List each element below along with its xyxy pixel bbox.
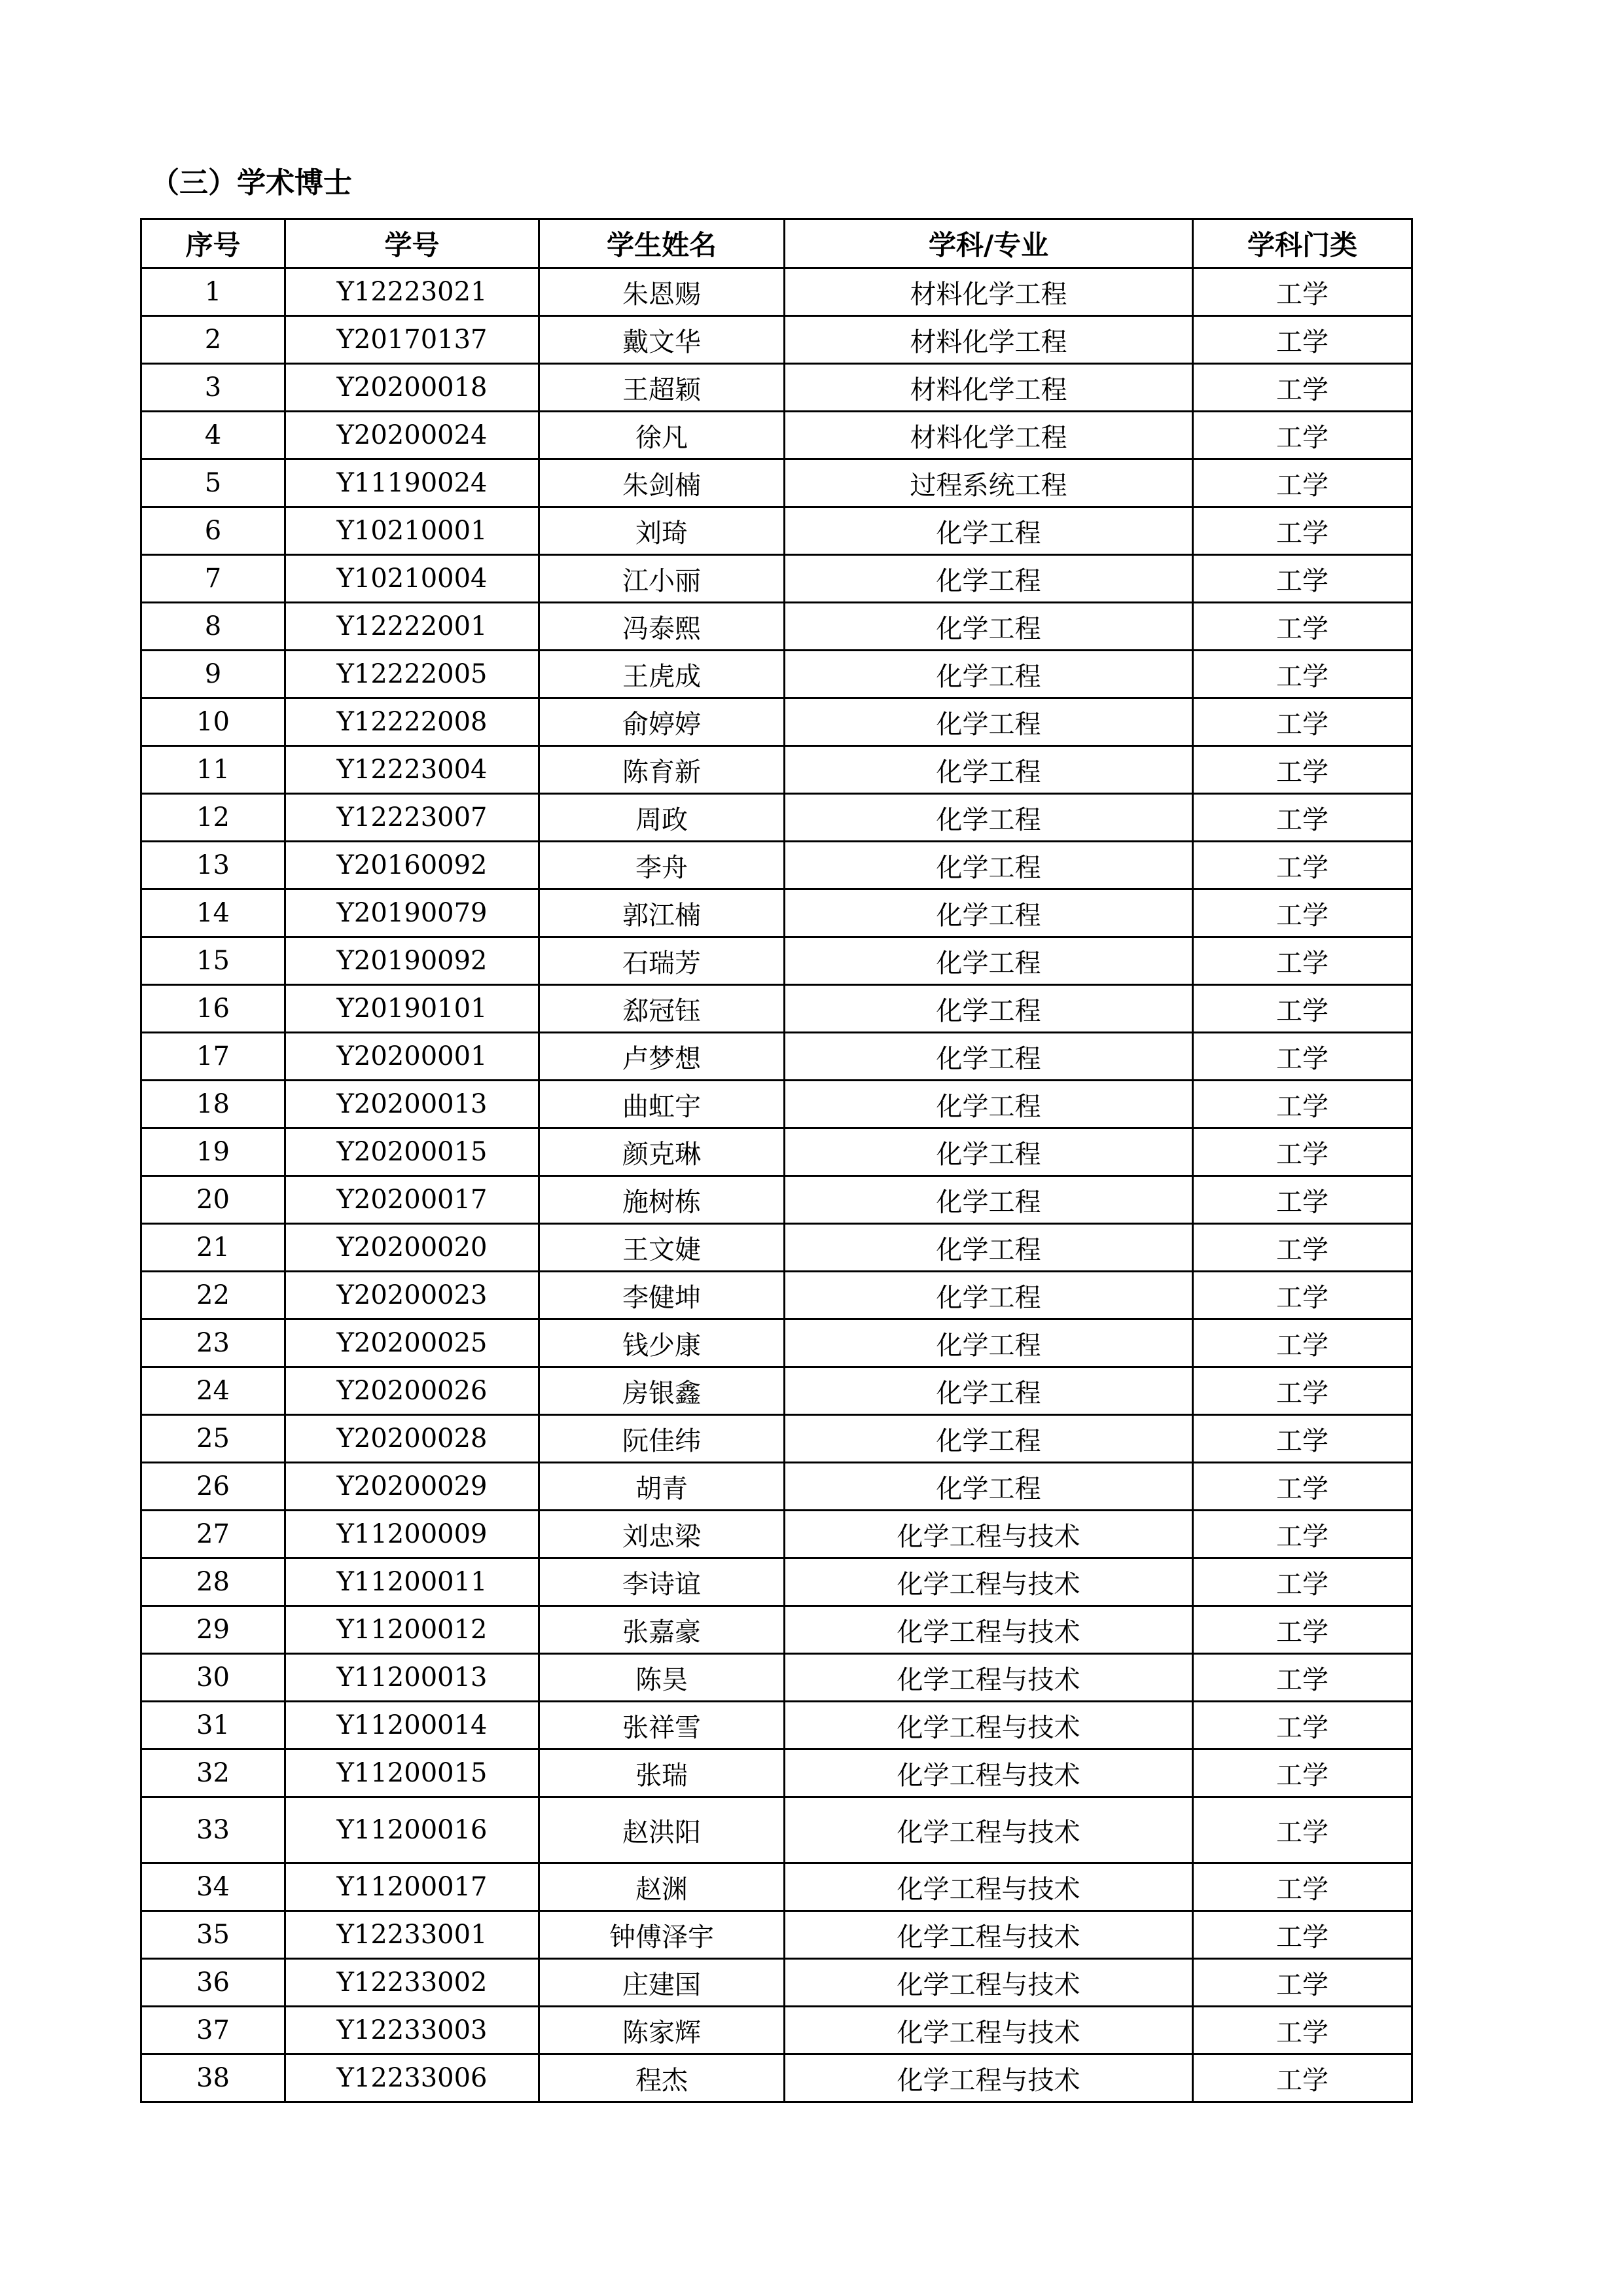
cell-index: 24 [141,1367,285,1415]
table-row [141,2007,1412,2054]
table-row [141,1319,1412,1367]
cell-student-name: 房银鑫 [539,1367,785,1415]
cell-student-name: 朱剑楠 [539,459,785,507]
cell-student-id: Y12223021 [285,268,539,316]
cell-student-id: Y12233006 [285,2054,539,2102]
cell-discipline: 工学 [1193,2007,1412,2054]
cell-major: 化学工程 [785,1176,1193,1224]
table-row [141,603,1412,651]
cell-student-name: 程杰 [539,2054,785,2102]
cell-index: 10 [141,698,285,746]
cell-discipline: 工学 [1193,1797,1412,1863]
cell-student-name: 陈育新 [539,746,785,794]
cell-discipline: 工学 [1193,1911,1412,1959]
cell-discipline: 工学 [1193,1463,1412,1511]
cell-index: 14 [141,889,285,937]
table-row [141,1176,1412,1224]
table-row [141,889,1412,937]
cell-major: 材料化学工程 [785,364,1193,412]
cell-discipline: 工学 [1193,1606,1412,1654]
cell-index: 29 [141,1606,285,1654]
cell-major: 化学工程 [785,651,1193,698]
cell-index: 38 [141,2054,285,2102]
cell-student-name: 卢梦想 [539,1033,785,1081]
table-row [141,1702,1412,1749]
table-row [141,364,1412,412]
cell-student-name: 赵渊 [539,1863,785,1911]
table-row [141,985,1412,1033]
cell-index: 16 [141,985,285,1033]
cell-index: 27 [141,1511,285,1558]
cell-major: 化学工程 [785,698,1193,746]
cell-major: 化学工程 [785,889,1193,937]
cell-major: 化学工程 [785,603,1193,651]
cell-student-id: Y12223004 [285,746,539,794]
cell-major: 化学工程 [785,507,1193,555]
cell-discipline: 工学 [1193,268,1412,316]
cell-student-name: 李诗谊 [539,1558,785,1606]
table-body [141,268,1412,2102]
cell-discipline: 工学 [1193,1558,1412,1606]
header-index: 序号 [141,219,285,268]
cell-major: 化学工程 [785,1224,1193,1272]
cell-student-name: 刘忠梁 [539,1511,785,1558]
cell-major: 化学工程与技术 [785,1654,1193,1702]
table-row [141,268,1412,316]
table-row [141,555,1412,603]
cell-discipline: 工学 [1193,1272,1412,1319]
cell-discipline: 工学 [1193,698,1412,746]
cell-index: 31 [141,1702,285,1749]
cell-student-id: Y12223007 [285,794,539,842]
cell-discipline: 工学 [1193,1863,1412,1911]
cell-student-name: 张瑞 [539,1749,785,1797]
table-row [141,937,1412,985]
cell-student-name: 张嘉豪 [539,1606,785,1654]
cell-student-name: 江小丽 [539,555,785,603]
cell-index: 37 [141,2007,285,2054]
table-row [141,1511,1412,1558]
cell-student-name: 王虎成 [539,651,785,698]
cell-index: 26 [141,1463,285,1511]
cell-discipline: 工学 [1193,603,1412,651]
cell-student-id: Y20190079 [285,889,539,937]
cell-index: 9 [141,651,285,698]
cell-student-id: Y11200013 [285,1654,539,1702]
header-student-id: 学号 [285,219,539,268]
cell-index: 17 [141,1033,285,1081]
table-row [141,794,1412,842]
cell-student-name: 王文婕 [539,1224,785,1272]
cell-discipline: 工学 [1193,364,1412,412]
cell-student-name: 朱恩赐 [539,268,785,316]
cell-index: 18 [141,1081,285,1128]
cell-student-id: Y20200015 [285,1128,539,1176]
cell-student-id: Y11190024 [285,459,539,507]
cell-major: 化学工程 [785,1367,1193,1415]
cell-discipline: 工学 [1193,1319,1412,1367]
cell-index: 6 [141,507,285,555]
cell-index: 28 [141,1558,285,1606]
cell-index: 3 [141,364,285,412]
cell-index: 2 [141,316,285,364]
cell-index: 36 [141,1959,285,2007]
cell-major: 化学工程与技术 [785,1749,1193,1797]
cell-student-name: 李健坤 [539,1272,785,1319]
cell-discipline: 工学 [1193,459,1412,507]
cell-student-id: Y20190092 [285,937,539,985]
section-title: （三）学术博士 [151,166,352,200]
table-row [141,459,1412,507]
cell-index: 19 [141,1128,285,1176]
cell-student-name: 冯泰熙 [539,603,785,651]
cell-discipline: 工学 [1193,2054,1412,2102]
cell-discipline: 工学 [1193,746,1412,794]
table-row [141,698,1412,746]
header-major: 学科/专业 [785,219,1193,268]
cell-discipline: 工学 [1193,412,1412,459]
cell-student-id: Y12233002 [285,1959,539,2007]
cell-discipline: 工学 [1193,985,1412,1033]
cell-discipline: 工学 [1193,937,1412,985]
cell-student-id: Y20190101 [285,985,539,1033]
cell-student-name: 郭江楠 [539,889,785,937]
cell-major: 化学工程与技术 [785,2054,1193,2102]
cell-major: 化学工程与技术 [785,1558,1193,1606]
cell-student-name: 庄建国 [539,1959,785,2007]
cell-major: 材料化学工程 [785,316,1193,364]
cell-index: 30 [141,1654,285,1702]
cell-major: 化学工程 [785,746,1193,794]
cell-student-name: 李舟 [539,842,785,889]
cell-student-id: Y20200024 [285,412,539,459]
cell-student-id: Y11200009 [285,1511,539,1558]
table-row [141,1463,1412,1511]
cell-student-id: Y20170137 [285,316,539,364]
cell-index: 35 [141,1911,285,1959]
table-header-row [141,219,1412,268]
cell-discipline: 工学 [1193,1511,1412,1558]
cell-major: 化学工程 [785,794,1193,842]
cell-student-id: Y12233001 [285,1911,539,1959]
cell-student-name: 阮佳纬 [539,1415,785,1463]
cell-major: 化学工程 [785,1415,1193,1463]
cell-student-name: 胡青 [539,1463,785,1511]
cell-major: 化学工程 [785,1319,1193,1367]
cell-index: 33 [141,1797,285,1863]
cell-student-name: 陈昊 [539,1654,785,1702]
table-row [141,507,1412,555]
table-row [141,2054,1412,2102]
table-row [141,316,1412,364]
cell-discipline: 工学 [1193,1702,1412,1749]
cell-discipline: 工学 [1193,1415,1412,1463]
cell-student-name: 赵洪阳 [539,1797,785,1863]
cell-student-name: 钟傅泽宇 [539,1911,785,1959]
table-row [141,651,1412,698]
table-row [141,1863,1412,1911]
cell-index: 5 [141,459,285,507]
cell-discipline: 工学 [1193,1081,1412,1128]
cell-major: 化学工程与技术 [785,1511,1193,1558]
cell-major: 化学工程与技术 [785,1863,1193,1911]
table-row [141,1224,1412,1272]
cell-student-id: Y20160092 [285,842,539,889]
cell-student-name: 钱少康 [539,1319,785,1367]
cell-student-id: Y12222008 [285,698,539,746]
cell-student-id: Y20200001 [285,1033,539,1081]
table-row [141,842,1412,889]
cell-index: 15 [141,937,285,985]
cell-student-name: 王超颖 [539,364,785,412]
table-row [141,412,1412,459]
cell-major: 化学工程 [785,555,1193,603]
cell-index: 25 [141,1415,285,1463]
cell-student-name: 戴文华 [539,316,785,364]
cell-index: 11 [141,746,285,794]
cell-discipline: 工学 [1193,1033,1412,1081]
cell-discipline: 工学 [1193,1749,1412,1797]
cell-student-name: 郄冠钰 [539,985,785,1033]
cell-major: 化学工程 [785,1033,1193,1081]
cell-student-id: Y11200016 [285,1797,539,1863]
cell-major: 化学工程与技术 [785,2007,1193,2054]
table-row [141,746,1412,794]
cell-student-name: 周政 [539,794,785,842]
cell-student-id: Y20200025 [285,1319,539,1367]
cell-student-id: Y10210004 [285,555,539,603]
cell-index: 23 [141,1319,285,1367]
cell-major: 化学工程 [785,842,1193,889]
cell-discipline: 工学 [1193,507,1412,555]
cell-major: 化学工程 [785,1463,1193,1511]
cell-student-name: 石瑞芳 [539,937,785,985]
cell-major: 化学工程与技术 [785,1702,1193,1749]
cell-major: 化学工程与技术 [785,1959,1193,2007]
cell-discipline: 工学 [1193,1224,1412,1272]
table-row [141,1749,1412,1797]
cell-student-name: 颜克琳 [539,1128,785,1176]
table-row [141,1959,1412,2007]
header-student-name: 学生姓名 [539,219,785,268]
cell-index: 32 [141,1749,285,1797]
cell-major: 过程系统工程 [785,459,1193,507]
cell-discipline: 工学 [1193,555,1412,603]
cell-major: 化学工程 [785,1128,1193,1176]
cell-major: 材料化学工程 [785,412,1193,459]
cell-student-name: 徐凡 [539,412,785,459]
cell-discipline: 工学 [1193,316,1412,364]
cell-student-id: Y11200017 [285,1863,539,1911]
cell-index: 4 [141,412,285,459]
table-row [141,1272,1412,1319]
cell-discipline: 工学 [1193,1654,1412,1702]
cell-major: 化学工程与技术 [785,1606,1193,1654]
cell-student-id: Y11200011 [285,1558,539,1606]
cell-index: 34 [141,1863,285,1911]
cell-major: 化学工程 [785,1081,1193,1128]
cell-index: 13 [141,842,285,889]
cell-discipline: 工学 [1193,1367,1412,1415]
cell-student-id: Y20200013 [285,1081,539,1128]
cell-major: 化学工程与技术 [785,1911,1193,1959]
cell-student-id: Y12233003 [285,2007,539,2054]
cell-index: 7 [141,555,285,603]
cell-student-id: Y10210001 [285,507,539,555]
table-row [141,1128,1412,1176]
cell-index: 12 [141,794,285,842]
cell-index: 22 [141,1272,285,1319]
cell-discipline: 工学 [1193,1176,1412,1224]
table-row [141,1081,1412,1128]
cell-student-id: Y12222001 [285,603,539,651]
cell-discipline: 工学 [1193,794,1412,842]
cell-discipline: 工学 [1193,842,1412,889]
cell-index: 21 [141,1224,285,1272]
cell-major: 材料化学工程 [785,268,1193,316]
cell-student-id: Y20200020 [285,1224,539,1272]
cell-major: 化学工程 [785,1272,1193,1319]
header-discipline: 学科门类 [1193,219,1412,268]
table-row [141,1367,1412,1415]
cell-student-id: Y12222005 [285,651,539,698]
cell-discipline: 工学 [1193,1128,1412,1176]
cell-student-id: Y20200018 [285,364,539,412]
cell-student-name: 陈家辉 [539,2007,785,2054]
cell-student-name: 施树栋 [539,1176,785,1224]
cell-major: 化学工程 [785,985,1193,1033]
cell-student-name: 刘琦 [539,507,785,555]
cell-index: 8 [141,603,285,651]
cell-major: 化学工程与技术 [785,1797,1193,1863]
cell-student-id: Y11200012 [285,1606,539,1654]
cell-index: 1 [141,268,285,316]
table-row [141,1033,1412,1081]
cell-student-id: Y11200015 [285,1749,539,1797]
cell-discipline: 工学 [1193,889,1412,937]
table-row [141,1911,1412,1959]
cell-student-id: Y20200017 [285,1176,539,1224]
table-row [141,1606,1412,1654]
table-row [141,1415,1412,1463]
cell-discipline: 工学 [1193,1959,1412,2007]
cell-student-id: Y20200029 [285,1463,539,1511]
cell-discipline: 工学 [1193,651,1412,698]
cell-student-id: Y20200026 [285,1367,539,1415]
cell-student-id: Y20200023 [285,1272,539,1319]
cell-student-id: Y11200014 [285,1702,539,1749]
cell-student-name: 张祥雪 [539,1702,785,1749]
cell-student-id: Y20200028 [285,1415,539,1463]
student-table [140,218,1413,2103]
cell-student-name: 俞婷婷 [539,698,785,746]
table-row [141,1654,1412,1702]
cell-index: 20 [141,1176,285,1224]
cell-major: 化学工程 [785,937,1193,985]
table-row [141,1797,1412,1863]
cell-student-name: 曲虹宇 [539,1081,785,1128]
table-row [141,1558,1412,1606]
